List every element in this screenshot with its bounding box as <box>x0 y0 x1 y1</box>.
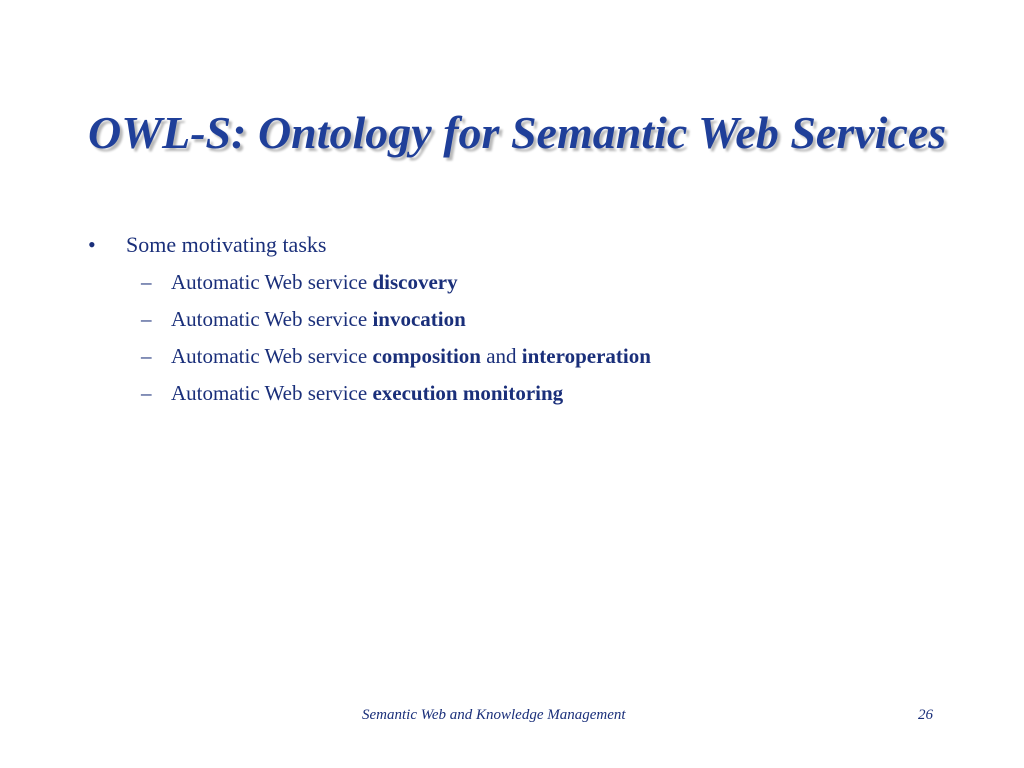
sub-item-prefix: Automatic Web service <box>171 307 373 331</box>
sub-item-composition <box>126 338 968 375</box>
sub-item-invocation <box>126 301 968 338</box>
slide-title: OWL-S: Ontology for Semantic Web Services <box>88 107 947 158</box>
bullet-text: Some motivating tasks <box>126 232 327 257</box>
sub-item-keyword: discovery <box>372 270 458 294</box>
slide-footer: Semantic Web and Knowledge Management <box>362 707 626 723</box>
sub-item-discovery <box>126 264 968 301</box>
dash-marker: – <box>141 270 152 294</box>
sub-item-prefix: Automatic Web service <box>171 270 373 294</box>
bullet-list <box>88 228 968 412</box>
sub-item-keyword: execution monitoring <box>372 381 564 405</box>
sub-item-keyword-secondary: interoperation <box>521 344 651 368</box>
bullet-marker: • <box>88 232 96 257</box>
page-number: 26 <box>918 707 933 723</box>
bullet-item <box>88 228 968 412</box>
sub-item-prefix: Automatic Web service <box>171 344 373 368</box>
dash-marker: – <box>141 307 152 331</box>
sub-item-execution-monitoring <box>126 375 968 412</box>
sub-list <box>126 264 968 412</box>
sub-item-connector: and <box>480 344 522 368</box>
sub-item-prefix: Automatic Web service <box>171 381 373 405</box>
dash-marker: – <box>141 344 152 368</box>
sub-item-keyword: invocation <box>372 307 466 331</box>
dash-marker: – <box>141 381 152 405</box>
sub-item-keyword: composition <box>372 344 481 368</box>
